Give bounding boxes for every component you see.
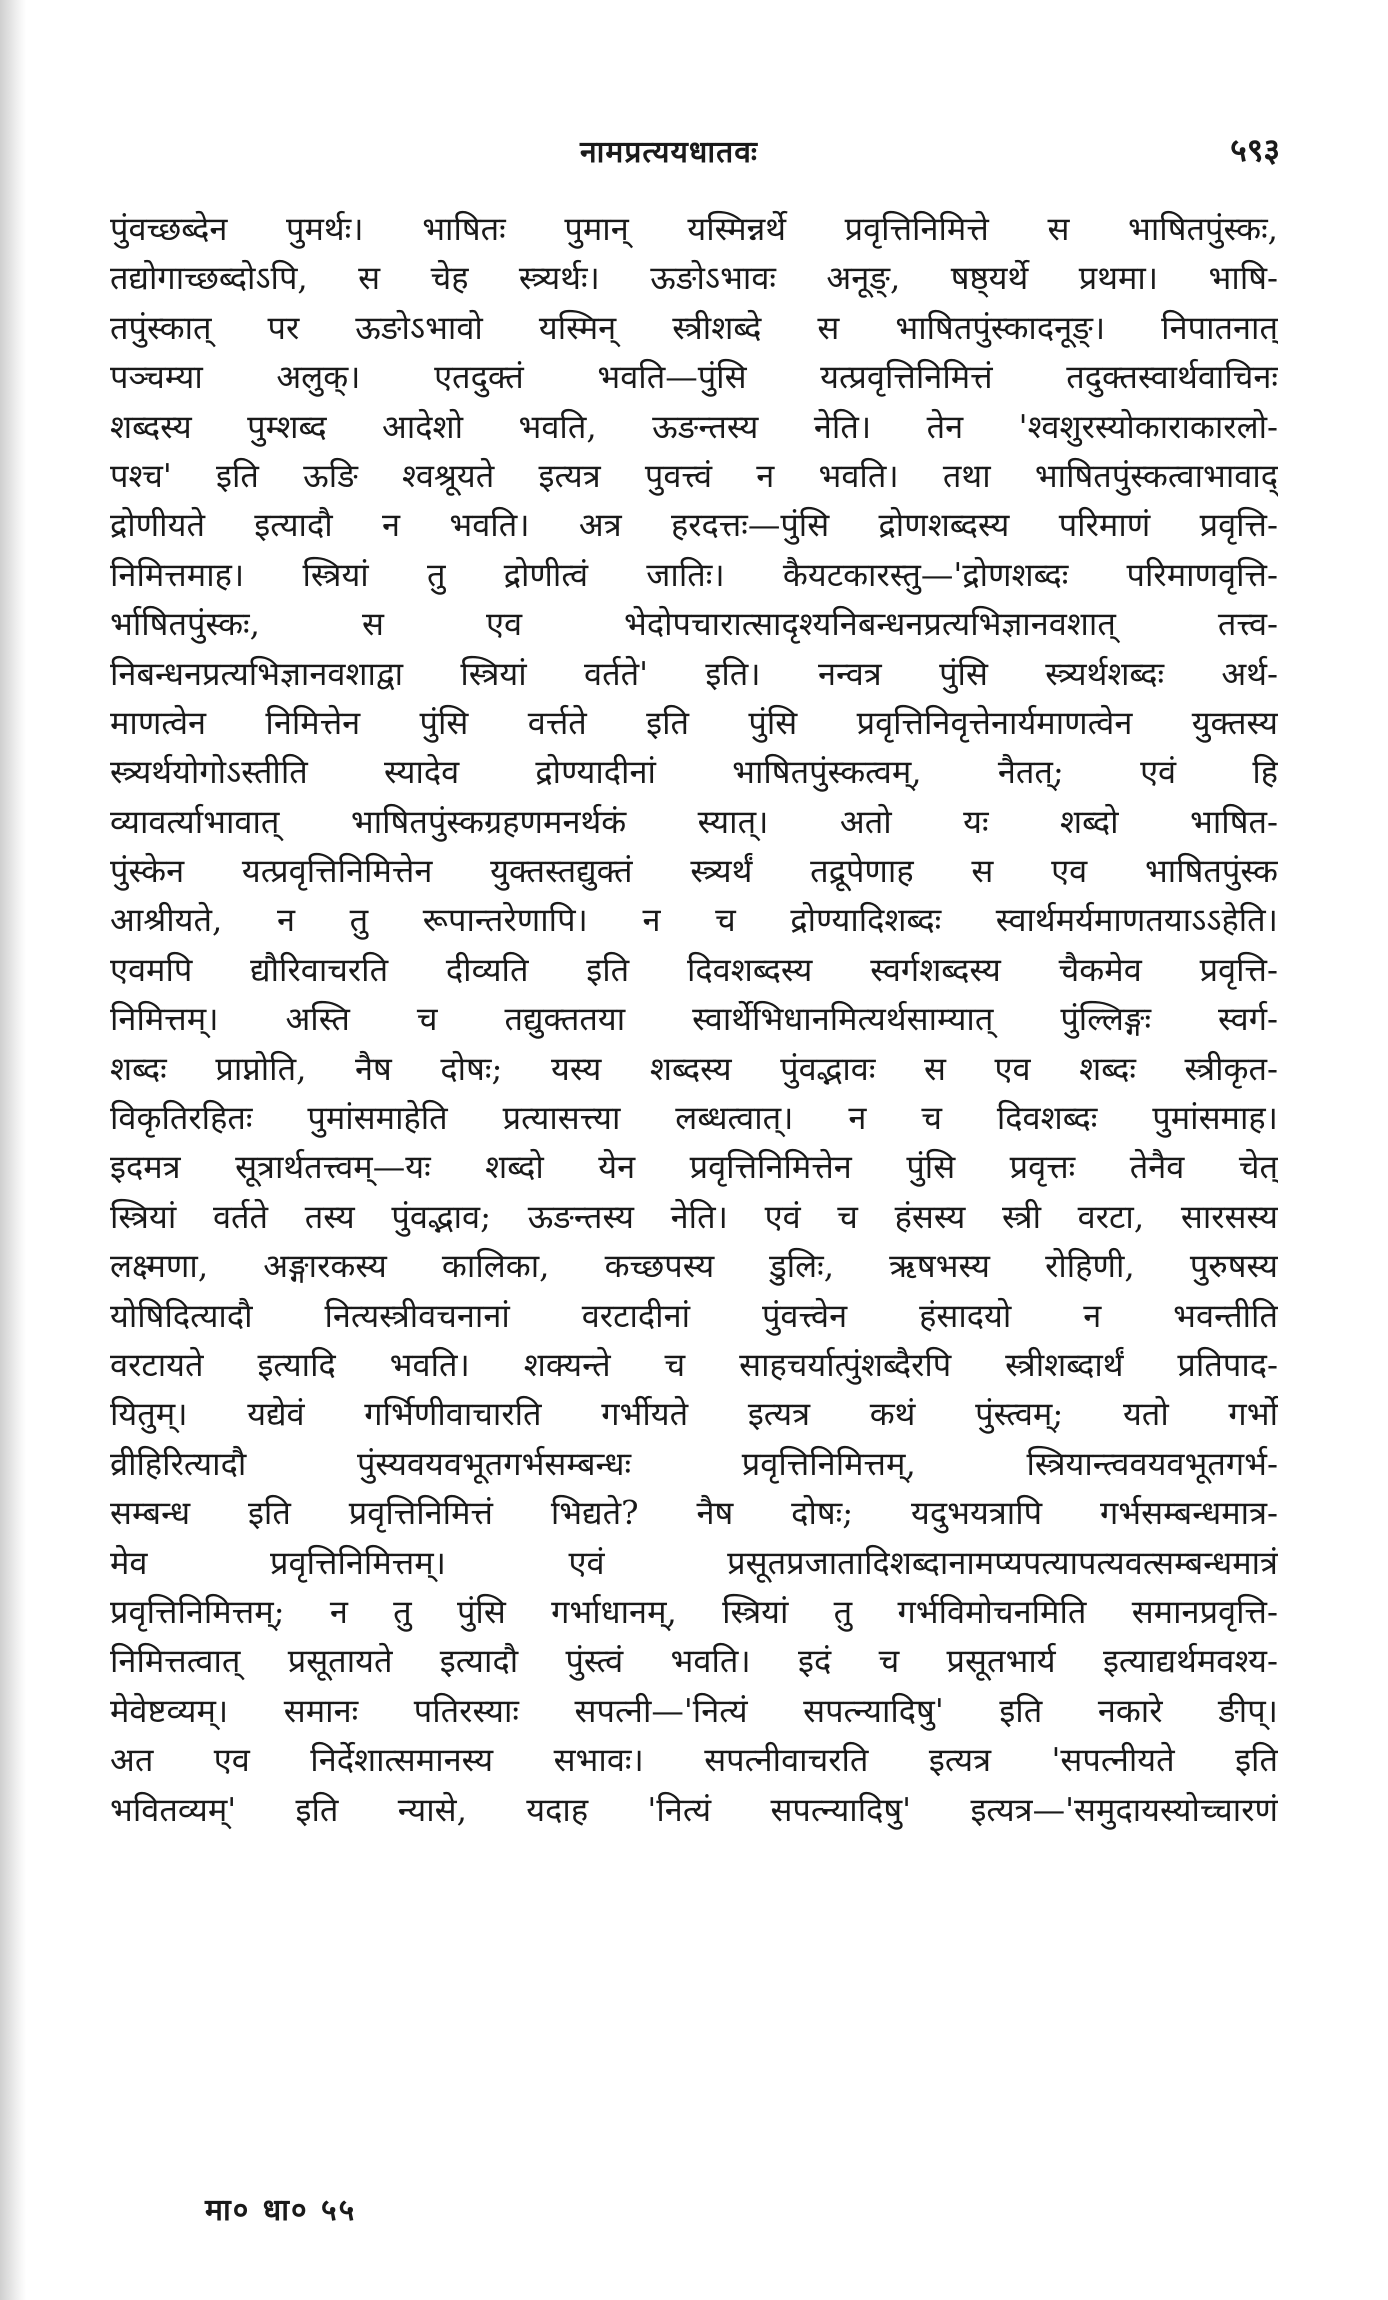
text-line: निमित्तत्वात् प्रसूतायते इत्यादौ पुंस्त्वं भवति। इदं च प्रसूतभार्य इत्याद्यर्थमवश्य- xyxy=(110,1642,1278,1681)
text-line: तपुंस्कात् पर ऊङोऽभावो यस्मिन् स्त्रीशब्दे स भाषितपुंस्कादनूङ्। निपातनात् xyxy=(110,308,1278,347)
text-line: निमित्तमाह। स्त्रियां तु द्रोणीत्वं जातिः। कैयटकारस्तु—'द्रोणशब्दः परिमाणवृत्ति- xyxy=(110,555,1278,594)
text-line: माणत्वेन निमित्तेन पुंसि वर्त्तते इति पुंसि प्रवृत्तिनिवृत्तेनार्यमाणत्वेन युक्तस्य xyxy=(110,703,1278,742)
text-line: स्त्र्यर्थयोगोऽस्तीति स्यादेव द्रोण्यादीनां भाषितपुंस्कत्वम्, नैतत्; एवं हि xyxy=(110,753,1278,792)
text-line: पुंवच्छब्देन पुमर्थः। भाषितः पुमान् यस्मिन्नर्थे प्रवृत्तिनिमित्ते स भाषितपुंस्कः, xyxy=(110,210,1278,248)
text-line: आश्रीयते, न तु रूपान्तरेणापि। न च द्रोण्यादिशब्दः स्वार्थमर्यमाणतयाऽऽहेति। xyxy=(110,901,1278,940)
text-line: योषिदित्यादौ नित्यस्त्रीवचनानां वरटादीनां पुंवत्त्वेन हंसादयो न भवन्तीति xyxy=(110,1296,1278,1335)
text-line: भवितव्यम्' इति न्यासे, यदाह 'नित्यं सपत्न्यादिषु' इत्यत्र—'समुदायस्योच्चारणं xyxy=(110,1790,1278,1829)
text-line: एवमपि द्यौरिवाचरति दीव्यति इति दिवशब्दस्य स्वर्गशब्दस्य चैकमेव प्रवृत्ति- xyxy=(110,950,1278,989)
text-line: यितुम्। यद्येवं गर्भिणीवाचारति गर्भीयते इत्यत्र कथं पुंस्त्वम्; यतो गर्भो xyxy=(110,1395,1278,1434)
running-title: नामप्रत्ययधातवः xyxy=(580,135,758,170)
signature-mark: मा० धा० ५५ xyxy=(205,2193,357,2228)
text-line: तद्योगाच्छब्दोऽपि, स चेह स्त्र्यर्थः। ऊङोऽभावः अनूङ्, षष्ठ्यर्थे प्रथमा। भाषि- xyxy=(110,259,1278,298)
text-line: निबन्धनप्रत्यभिज्ञानवशाद्वा स्त्रियां वर्तते' इति। नन्वत्र पुंसि स्त्र्यर्थशब्दः अर्थ- xyxy=(110,654,1278,693)
text-line: मेवेष्टव्यम्। समानः पतिरस्याः सपत्नी—'नित्यं सपत्न्यादिषु' इति नकारे ङीप्। xyxy=(110,1691,1278,1730)
text-line: शब्दः प्राप्नोति, नैष दोषः; यस्य शब्दस्य पुंवद्भावः स एव शब्दः स्त्रीकृत- xyxy=(110,1049,1278,1088)
text-line: पञ्चम्या अलुक्। एतदुक्तं भवति—पुंसि यत्प्रवृत्तिनिमित्तं तदुक्तस्वार्थवाचिनः xyxy=(110,358,1278,397)
text-line: लक्ष्मणा, अङ्गारकस्य कालिका, कच्छपस्य डुलिः, ऋषभस्य रोहिणी, पुरुषस्य xyxy=(110,1247,1278,1286)
text-line: वरटायते इत्यादि भवति। शक्यन्ते च साहचर्यात्पुंशब्दैरपि स्त्रीशब्दार्थं प्रतिपाद- xyxy=(110,1345,1278,1384)
text-line: द्रोणीयते इत्यादौ न भवति। अत्र हरदत्तः—पुंसि द्रोणशब्दस्य परिमाणं प्रवृत्ति- xyxy=(110,506,1278,545)
text-line: प्रवृत्तिनिमित्तम्; न तु पुंसि गर्भाधानम्, स्त्रियां तु गर्भविमोचनमिति समानप्रवृत्ति- xyxy=(110,1592,1278,1631)
text-line: व्रीहिरित्यादौ पुंस्यवयवभूतगर्भसम्बन्धः प्रवृत्तिनिमित्तम्, स्त्रियान्त्ववयवभूतगर्भ- xyxy=(110,1444,1278,1483)
text-line: पुंस्केन यत्प्रवृत्तिनिमित्तेन युक्तस्तद्युक्तं स्त्र्यर्थं तद्रूपेणाह स एव भाषितपुंस्क xyxy=(110,852,1278,891)
page-number: ५९३ xyxy=(1230,131,1280,169)
text-line: विकृतिरहितः पुमांसमाहेति प्रत्यासत्त्या लब्धत्वात्। न च दिवशब्दः पुमांसमाह। xyxy=(110,1099,1278,1138)
text-line: व्यावर्त्याभावात् भाषितपुंस्कग्रहणमनर्थकं स्यात्। अतो यः शब्दो भाषित- xyxy=(110,802,1278,841)
text-line: अत एव निर्देशात्समानस्य सभावः। सपत्नीवाचरति इत्यत्र 'सपत्नीयते इति xyxy=(110,1741,1278,1780)
text-line: सम्बन्ध इति प्रवृत्तिनिमित्तं भिद्यते? नैष दोषः; यदुभयत्रापि गर्भसम्बन्धमात्र- xyxy=(110,1494,1278,1533)
text-line: शब्दस्य पुम्शब्द आदेशो भवति, ऊङन्तस्य नेति। तेन 'श्वशुरस्योकाराकारलो- xyxy=(110,407,1278,446)
text-line: पश्च' इति ऊङि श्वश्रूयते इत्यत्र पुवत्त्वं न भवति। तथा भाषितपुंस्कत्वाभावाद् xyxy=(110,456,1278,495)
text-line: इदमत्र सूत्रार्थतत्त्वम्—यः शब्दो येन प्रवृत्तिनिमित्तेन पुंसि प्रवृत्तः तेनैव चेत् xyxy=(110,1148,1278,1187)
text-line: र्भाषितपुंस्कः, स एव भेदोपचारात्सादृश्यनिबन्धनप्रत्यभिज्ञानवशात् तत्त्व- xyxy=(110,605,1278,644)
text-line: मेव प्रवृत्तिनिमित्तम्। एवं प्रसूतप्रजातादिशब्दानामप्यपत्यापत्यवत्सम्बन्धमात्रं xyxy=(110,1543,1278,1582)
body-text xyxy=(110,205,1278,1835)
text-line: निमित्तम्। अस्ति च तद्युक्ततया स्वार्थेभिधानमित्यर्थसाम्यात् पुंल्लिङ्गः स्वर्ग- xyxy=(110,1000,1278,1039)
binding-gutter-shadow xyxy=(0,0,26,2300)
text-line: स्त्रियां वर्तते तस्य पुंवद्भाव; ऊङन्तस्य नेति। एवं च हंसस्य स्त्री वरटा, सारसस्य xyxy=(110,1197,1278,1236)
